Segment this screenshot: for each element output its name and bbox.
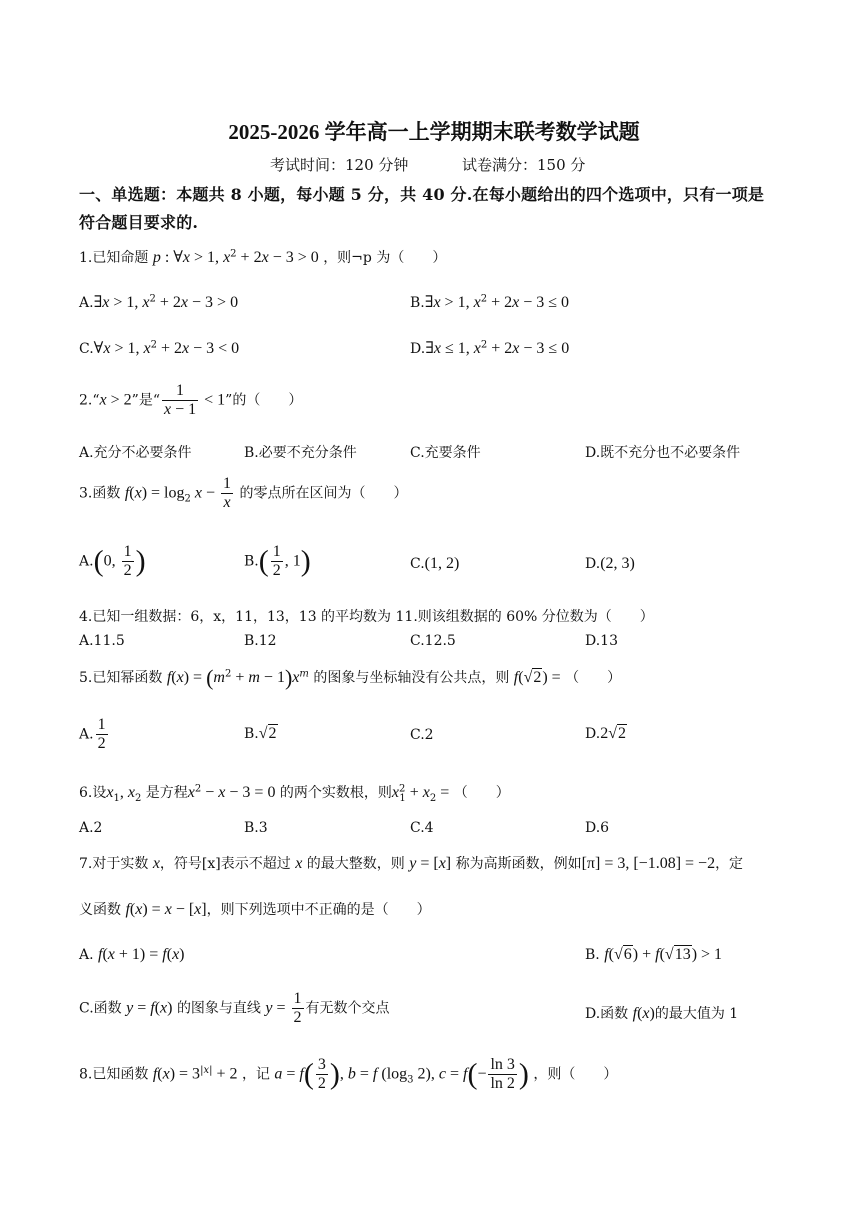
full-score: 试卷满分：150 分	[462, 156, 586, 174]
q2-option-d: D.既不充分也不必要条件	[585, 445, 741, 461]
question-3: 3.函数 $f(x) = \log_2 x$ − $\frac{1}{x}$ 的零点所在区间为（ ）	[79, 475, 408, 511]
q6-option-d: D.6	[585, 820, 610, 836]
q6-option-c: C.4	[410, 820, 434, 836]
q4-option-c: C.12.5	[410, 633, 456, 649]
question-2: 2.“x > 2”是“ $\frac{1}{x - 1}$ < 1”的（ ）	[79, 382, 303, 418]
page-title: 2025-2026 学年高一上学期期末联考数学试题	[228, 120, 640, 144]
q5-option-d: D.2√2	[585, 725, 626, 742]
q3-option-c: C.(1, 2)	[410, 555, 460, 572]
section-heading-line2: 符合题目要求的.	[79, 213, 199, 232]
question-7-line2: 义函数 f(x) = x − [x]，则下列选项中不正确的是（ ）	[79, 901, 431, 918]
q7-option-a: A. f(x + 1) = f(x)	[79, 946, 185, 963]
q4-option-a: A.11.5	[79, 633, 125, 649]
q2-option-a: A.充分不必要条件	[79, 445, 192, 461]
question-4: 4.已知一组数据：6，x，11，13，13 的平均数为 11.则该组数据的 60% 分位数为（ ）	[79, 609, 654, 625]
exam-time: 考试时间：120 分钟	[270, 156, 409, 174]
q7-option-d: D.函数 f(x)的最大值为 1	[585, 1005, 739, 1022]
q4-option-b: B.12	[244, 633, 277, 649]
q5-option-a: A. $\frac{1}{2}$	[79, 716, 106, 752]
section-heading-line1: 一、单选题：本题共 8 小题，每小题 5 分，共 40 分.在每小题给出的四个选项中，只有一项是	[79, 185, 765, 204]
question-5: 5.已知幂函数 $f(x) = (m^2 + m - 1)x^m$ 的图象与坐标轴没有公共点，则 f(√2) = （ ）	[79, 665, 622, 690]
q5-option-b: B.√2	[244, 725, 277, 742]
q5-option-c: C.2	[410, 727, 434, 743]
q3-option-d: D.(2, 3)	[585, 555, 635, 572]
question-8: 8.已知函数 $f(x) = 3^{|x|} + 2$ ，记 a = f( $\frac{3}{2}$ ), b = f ($\log_3$ 2), c = f(− $\frac{\ln 3}{\ln 2}$ ) ，则（ ）	[79, 1056, 618, 1092]
q4-option-d: D.13	[585, 633, 618, 649]
q7-option-c: C.函数 y = f(x) 的图象与直线 y = $\frac{1}{2}$ 有无数个交点	[79, 990, 390, 1026]
q6-option-b: B.3	[244, 820, 268, 836]
q7-option-b: B. f(√6) + f(√13) > 1	[585, 946, 723, 963]
q1-option-c: C.∀x > 1, $x^2 + 2x - 3 < 0$	[79, 339, 240, 357]
q3-option-a: A.(0, $\frac{1}{2}$ )	[79, 543, 146, 579]
question-6: 6.设$x_1$, $x_2$ 是方程$x^2 - x - 3 = 0$ 的两个实数根，则$x^2_1 + x_2$ = （ ）	[79, 783, 510, 804]
q1-option-d: D.∃x ≤ 1, $x^2 + 2x - 3 \le 0$	[410, 339, 570, 357]
q2-option-b: B.必要不充分条件	[244, 445, 357, 461]
question-7-line1: 7.对于实数 x，符号[x]表示不超过 x 的最大整数，则 y = [x] 称为高斯函数，例如[π] = 3, [−1.08] = −2，定	[79, 855, 744, 872]
q6-option-a: A.2	[79, 820, 103, 836]
q1-option-b: B.∃x > 1, $x^2 + 2x - 3 \le 0$	[410, 293, 570, 311]
q3-option-b: B.( $\frac{1}{2}$ , 1)	[244, 543, 311, 579]
q1-option-a: A.∃x > 1, $x^2 + 2x - 3 > 0$	[79, 293, 239, 311]
question-1: 1.已知命题 p : ∀x > 1, $x^2 + 2x - 3 > 0$ ，则¬p 为（ ）	[79, 248, 447, 266]
q2-option-c: C.充要条件	[410, 445, 481, 461]
